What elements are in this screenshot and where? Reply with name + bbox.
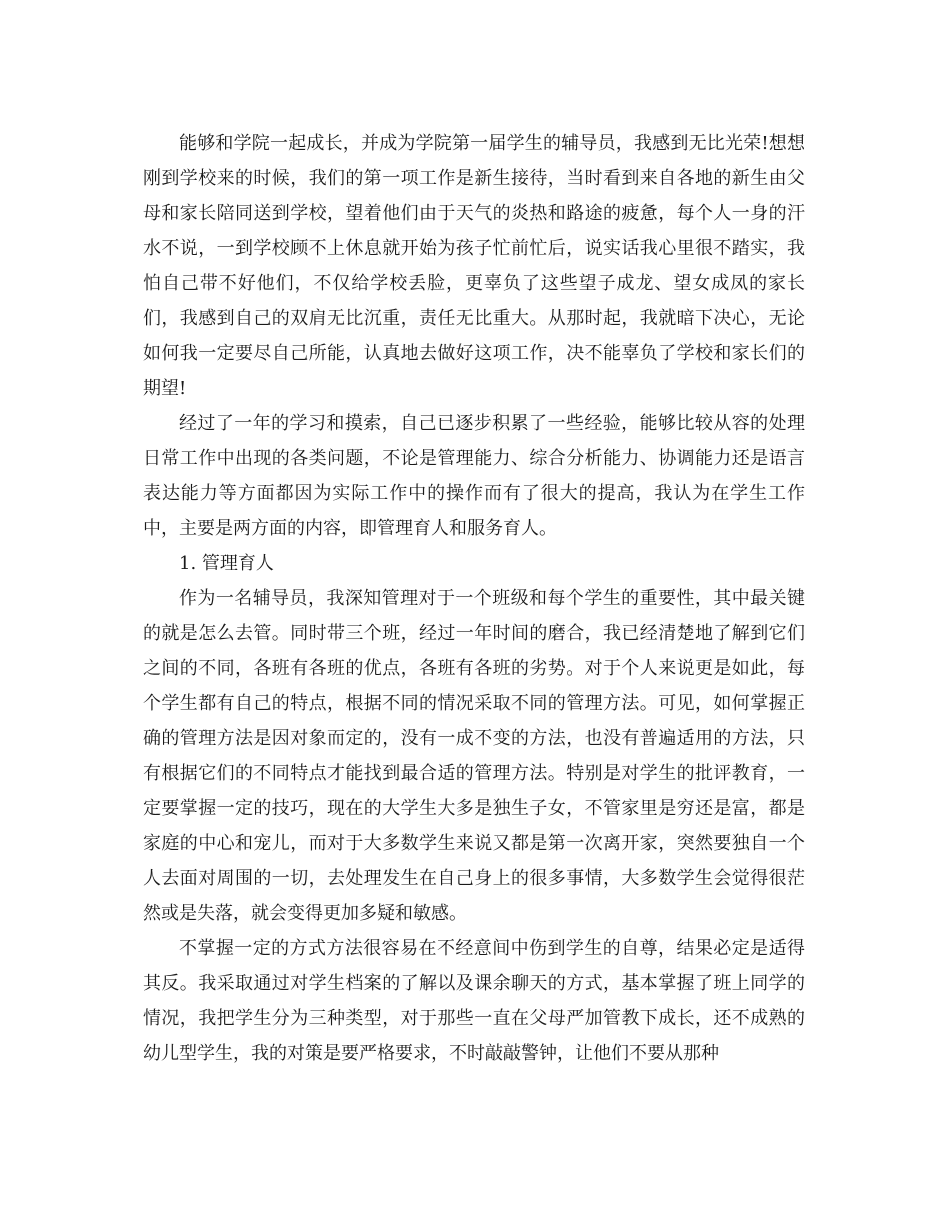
- paragraph-management: 作为一名辅导员，我深知管理对于一个班级和每个学生的重要性，其中最关键的就是怎么去管。同时带三个班，经过一年时间的磨合，我已经清楚地了解到它们之间的不同，各班有各班的优点，各班有各班的劣势。对于个人来说更是如此，每个学生都有自己的特点，根据不同的情况采取不同的管理方法。可见，如何掌握正确的管理方法是因对象而定的，没有一成不变的方法，也没有普遍适用的方法，只有根据它们的不同特点才能找到最合适的管理方法。特别是对学生的批评教育，一定要掌握一定的技巧，现在的大学生大多是独生子女，不管家里是穷还是富，都是家庭的中心和宠儿，而对于大多数学生来说又都是第一次离开家，突然要独自一个人去面对周围的一切，去处理发生在自己身上的很多事情，大多数学生会觉得很茫然或是失落，就会变得更加多疑和敏感。: [143, 588, 805, 924]
- paragraph-methods: 不掌握一定的方式方法很容易在不经意间中伤到学生的自尊，结果必定是适得其反。我采取通过对学生档案的了解以及课余聊天的方式，基本掌握了班上同学的情况，我把学生分为三种类型，对于那些一直在父母严加管教下成长，还不成熟的幼儿型学生，我的对策是要严格要求，不时敲敲警钟，让他们不要从那种: [143, 938, 805, 1064]
- paragraph-intro: 能够和学院一起成长，并成为学院第一届学生的辅导员，我感到无比光荣!想想刚到学校来的时候，我们的第一项工作是新生接待，当时看到来自各地的新生由父母和家长陪同送到学校，望着他们由于天气的炎热和路途的疲惫，每个人一身的汗水不说，一到学校顾不上休息就开始为孩子忙前忙后，说实话我心里很不踏实，我怕自己带不好他们，不仅给学校丢脸，更辜负了这些望子成龙、望女成凤的家长们，我感到自己的双肩无比沉重，责任无比重大。从那时起，我就暗下决心，无论如何我一定要尽自己所能，认真地去做好这项工作，决不能辜负了学校和家长们的期望!: [143, 133, 805, 399]
- document-body: [143, 126, 805, 1071]
- paragraph-experience: 经过了一年的学习和摸索，自己已逐步积累了一些经验，能够比较从容的处理日常工作中出现的各类问题，不论是管理能力、综合分析能力、协调能力还是语言表达能力等方面都因为实际工作中的操作而有了很大的提高，我认为在学生工作中，主要是两方面的内容，即管理育人和服务育人。: [143, 413, 805, 539]
- section-heading-management: 1. 管理育人: [179, 553, 274, 574]
